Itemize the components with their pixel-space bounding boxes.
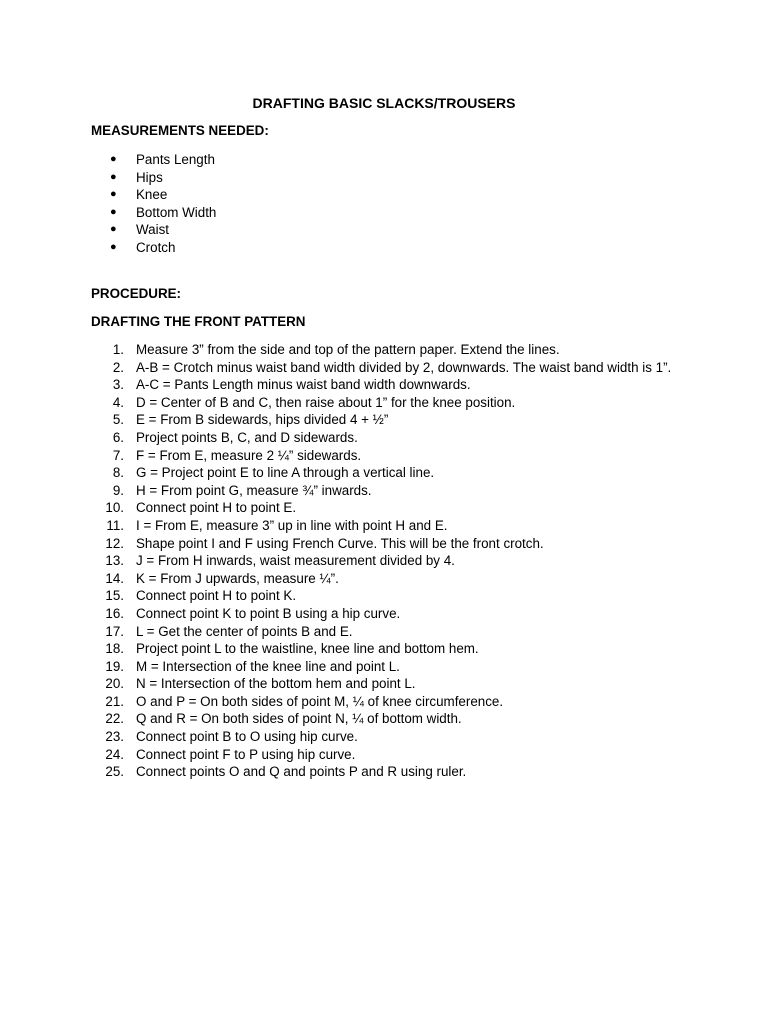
procedure-step — [0, 464, 768, 482]
procedure-step — [0, 658, 768, 676]
step-number: 3. — [112, 377, 124, 393]
procedure-step — [0, 605, 768, 623]
step-text: Connect point B to O using hip curve. — [136, 729, 358, 745]
procedure-step — [0, 552, 768, 570]
procedure-step — [0, 411, 768, 429]
step-number: 22. — [105, 711, 124, 727]
step-number: 8. — [112, 465, 124, 481]
procedure-step — [0, 570, 768, 588]
procedure-step — [0, 710, 768, 728]
procedure-step — [0, 394, 768, 412]
procedure-step — [0, 447, 768, 465]
step-number: 17. — [105, 623, 124, 639]
step-text: I = From E, measure 3” up in line with point H and E. — [136, 517, 448, 533]
procedure-step — [0, 482, 768, 500]
step-number: 18. — [105, 641, 124, 657]
step-number: 23. — [105, 729, 124, 745]
measurements-heading: MEASUREMENTS NEEDED: — [91, 123, 269, 138]
step-text: F = From E, measure 2 ¼” sidewards. — [136, 447, 362, 463]
step-number: 11. — [106, 517, 124, 533]
step-number: 7. — [112, 447, 124, 463]
procedure-heading: PROCEDURE: — [91, 286, 182, 301]
step-text: G = Project point E to line A through a vertical line. — [136, 465, 435, 481]
step-text: D = Center of B and C, then raise about 1” for the knee position. — [136, 394, 516, 410]
procedure-step — [0, 763, 768, 781]
step-number: 6. — [112, 429, 124, 445]
step-number: 19. — [105, 658, 124, 674]
step-text: Connect point H to point E. — [136, 500, 297, 516]
procedure-step — [0, 640, 768, 658]
step-text: H = From point G, measure ¾” inwards. — [136, 482, 372, 498]
procedure-step — [0, 623, 768, 641]
step-text: Project points B, C, and D sidewards. — [136, 429, 358, 445]
step-text: A-B = Crotch minus waist band width divided by 2, downwards. The waist band width is 1”. — [136, 359, 672, 375]
step-number: 14. — [105, 570, 124, 586]
procedure-step — [0, 746, 768, 764]
step-text: Connect points O and Q and points P and R using ruler. — [136, 764, 467, 780]
step-text: Connect point F to P using hip curve. — [136, 746, 356, 762]
step-number: 24. — [105, 746, 124, 762]
document-page: DRAFTING BASIC SLACKS/TROUSERS MEASUREMENTS NEEDED: ● Pants Length ● Hips ● Knee ● Bottom Width ● Waist ● Crotch PROCEDURE: DRAFTING THE FRONT PATTERN 1. Measure 3” from the side and top of the pattern paper. Extend the lines. 2. A-B = Crotch minus waist band width divided by 2, downwards. The waist band width is 1”. 3. A-C = Pants Length minus waist band width downwards. 4. D = Center of B and C, then raise about 1” for the knee position. 5. E = From B sidewards, hips divided 4 + ½” 6. Project points B, C, and D sidewards. 7. F = From E, measure 2 ¼” sidewards. 8. G = Project point E to line A through a vertical line. 9. H = From point G, measure ¾” inwards. 10. Connect point H to point E. 11. I = From E, measure 3” up in line with point H and E. 12. Shape point I and F using French Curve. This will be the front crotch. 13. J = From H inwards, waist measurement divided by 4. 14. K = From J upwards, measure ¼”. 15. Connect point H to point K. 16. Connect point K to point B using a hip curve. 17. L = Get the center of points B and E. 18. Project point L to the waistline, knee line and bottom hem. 19. M = Intersection of the knee line and point L. 20. N = Intersection of the bottom hem and point L. 21. O and P = On both sides of point M, ¼ of knee circumference. 22. Q and R = On both sides of point N, ¼ of bottom width. 23. Connect point B to O using hip curve. 24. Connect point F to P using hip curve. 25. Connect points O and Q and points P and R using ruler. — [0, 0, 768, 1024]
procedure-step — [0, 517, 768, 535]
step-text: A-C = Pants Length minus waist band width downwards. — [136, 377, 471, 393]
step-text: Connect point H to point K. — [136, 588, 297, 604]
step-number: 12. — [105, 535, 124, 551]
step-text: L = Get the center of points B and E. — [136, 623, 353, 639]
procedure-step — [0, 376, 768, 394]
page-title: DRAFTING BASIC SLACKS/TROUSERS — [252, 95, 516, 111]
step-text: Q and R = On both sides of point N, ¼ of bottom width. — [136, 711, 462, 727]
procedure-step — [0, 693, 768, 711]
step-number: 10. — [105, 500, 124, 516]
bullet-icon: ● — [110, 240, 117, 253]
bullet-icon: ● — [110, 205, 117, 218]
step-number: 2. — [112, 359, 124, 375]
step-text: M = Intersection of the knee line and point L. — [136, 658, 400, 674]
procedure-step — [0, 429, 768, 447]
procedure-step — [0, 728, 768, 746]
step-text: E = From B sidewards, hips divided 4 + ½” — [136, 412, 389, 428]
bullet-icon: ● — [110, 223, 117, 236]
step-number: 4. — [112, 394, 124, 410]
step-number: 25. — [105, 764, 124, 780]
procedure-step — [0, 341, 768, 359]
step-text: J = From H inwards, waist measurement divided by 4. — [136, 553, 455, 569]
step-number: 16. — [105, 605, 124, 621]
bullet-icon: ● — [110, 153, 117, 165]
bullet-icon: ● — [110, 170, 117, 183]
step-text: N = Intersection of the bottom hem and point L. — [136, 676, 416, 692]
step-number: 1. — [112, 342, 124, 357]
step-text: Connect point K to point B using a hip curve. — [136, 605, 401, 621]
step-number: 21. — [105, 693, 124, 709]
procedure-step — [0, 587, 768, 605]
bullet-icon: ● — [110, 188, 117, 201]
procedure-steps-list — [0, 341, 768, 781]
front-pattern-heading: DRAFTING THE FRONT PATTERN — [91, 314, 306, 329]
step-text: Project point L to the waistline, knee line and bottom hem. — [136, 641, 479, 657]
step-text: Measure 3” from the side and top of the pattern paper. Extend the lines. — [136, 342, 560, 357]
procedure-step — [0, 499, 768, 517]
procedure-step — [0, 675, 768, 693]
procedure-step — [0, 359, 768, 377]
step-number: 5. — [112, 412, 124, 428]
step-number: 13. — [105, 553, 124, 569]
step-text: K = From J upwards, measure ¼”. — [136, 570, 339, 586]
step-number: 20. — [105, 676, 124, 692]
step-number: 9. — [112, 482, 124, 498]
procedure-step — [0, 535, 768, 553]
step-text: O and P = On both sides of point M, ¼ of knee circumference. — [136, 693, 504, 709]
step-text: Shape point I and F using French Curve. This will be the front crotch. — [136, 535, 544, 551]
step-number: 15. — [105, 588, 124, 604]
